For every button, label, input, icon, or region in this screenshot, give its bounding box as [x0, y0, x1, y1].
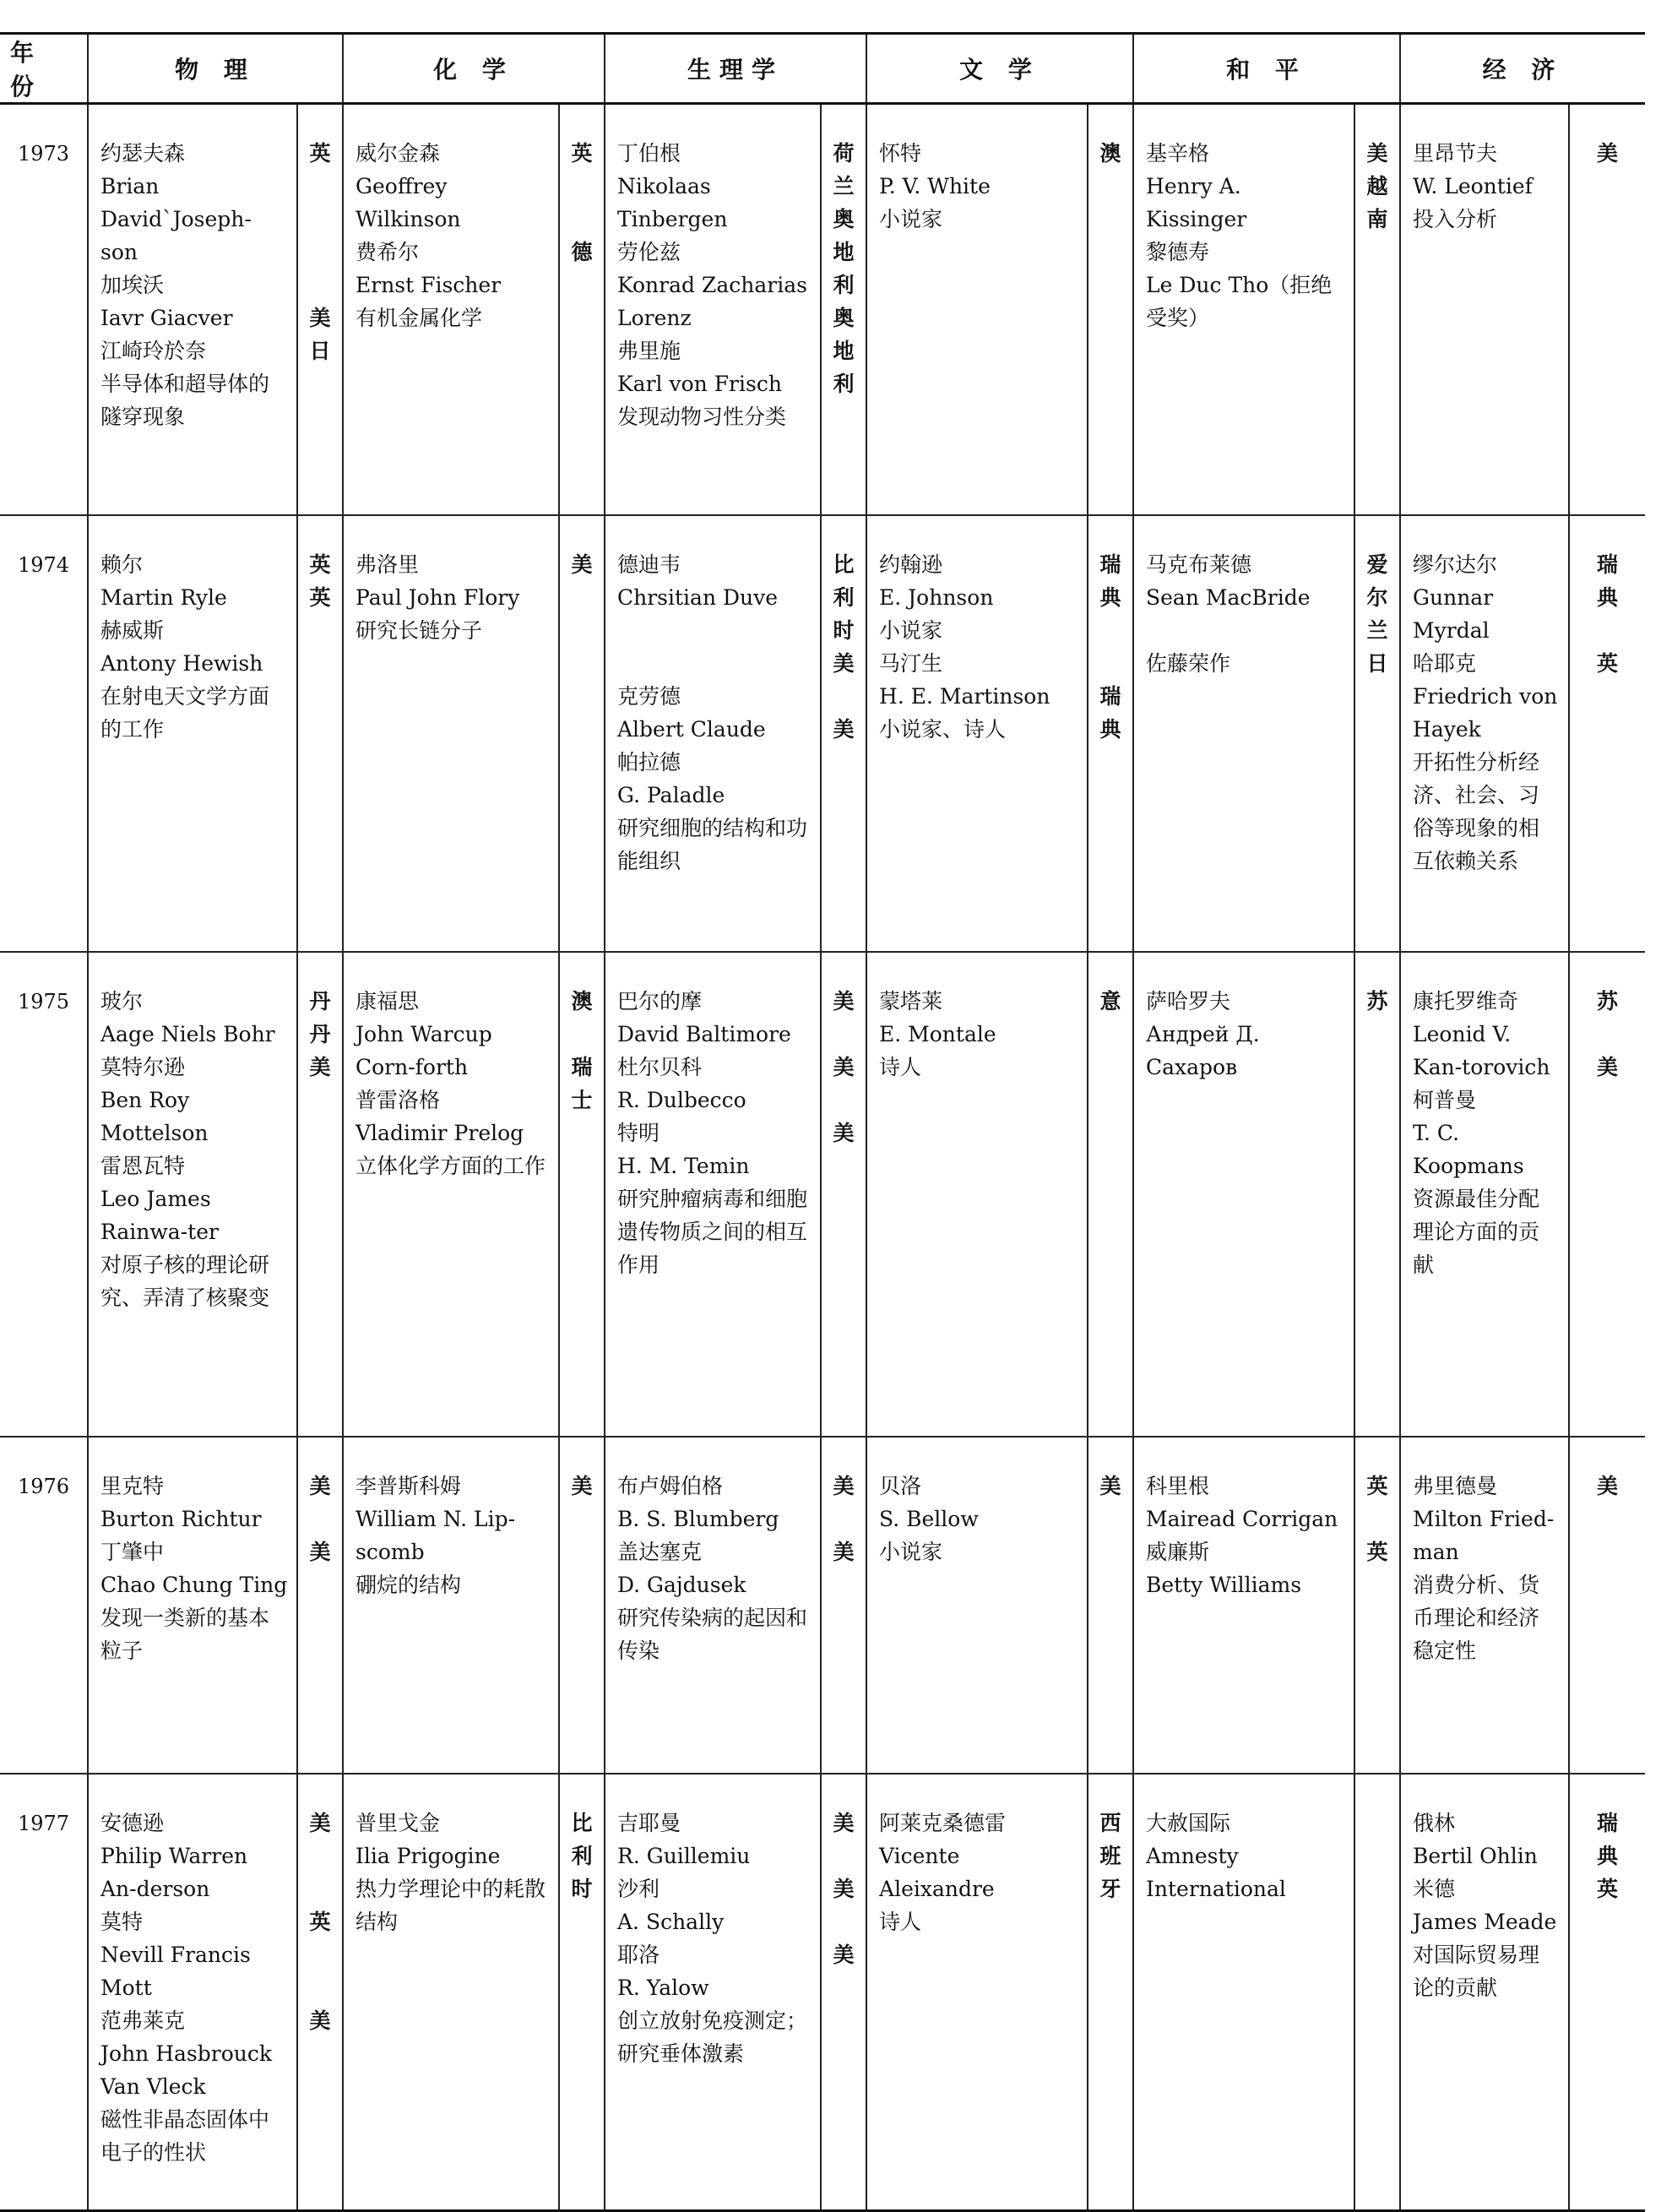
laureate-line: Sean MacBride [1146, 585, 1311, 610]
nationality-text: 瑞 典 英 [1597, 1811, 1619, 1901]
laureate-line: 康托罗维奇 [1413, 989, 1519, 1014]
laureate-line: 发现动物习性分类 [617, 405, 787, 429]
laureate-line: Geoffrey Wilkinson [356, 174, 461, 231]
header-literature: 文 学 [866, 34, 1133, 104]
laureate-line: John Hasbrouck Van Vleck [100, 2041, 273, 2099]
year-cell: 1974 [0, 515, 88, 952]
laureate-line: 怀特 [879, 141, 922, 166]
peace-laureates-cell [1133, 104, 1354, 516]
laureate-line: Friedrich von Hayek [1413, 684, 1558, 742]
laureate-line: Konrad Zacharias Lorenz [617, 273, 807, 330]
nationality-text: 美 [1099, 1474, 1121, 1498]
laureate-line: 克劳德 [617, 684, 681, 709]
laureate-line: P. V. White [879, 174, 991, 198]
physics-nationality-cell [297, 1437, 343, 1774]
peace-laureates-cell [1133, 1774, 1354, 2211]
laureate-line: 研究传染病的起因和传染 [617, 1606, 808, 1663]
laureate-line: H. E. Martinson [879, 684, 1050, 709]
table-row [0, 1437, 1645, 1774]
nationality-text: 美 美 美 [833, 1811, 855, 1967]
laureate-line: 马克布莱德 [1146, 552, 1252, 577]
laureate-line: 哈耶克 [1413, 651, 1477, 676]
economics-laureates-cell [1400, 104, 1569, 516]
chemistry-nationality-cell [559, 104, 605, 516]
peace-nationality-cell [1354, 1774, 1400, 2211]
nationality-text: 苏 [1366, 989, 1388, 1014]
laureate-line: Philip Warren An-derson [100, 1844, 248, 1901]
laureate-line: 赫威斯 [100, 618, 165, 643]
header-chemistry: 化 学 [343, 34, 605, 104]
nationality-text: 英 美 日 [309, 141, 331, 363]
laureate-line: Brian David`Joseph-son [100, 174, 252, 264]
laureate-line: Le Duc Tho（拒绝受奖） [1146, 273, 1333, 330]
laureate-line: Ilia Prigogine [356, 1844, 501, 1868]
laureate-line: Ben Roy Mottelson [100, 1088, 209, 1145]
laureate-line: 布卢姆伯格 [617, 1474, 724, 1498]
nationality-text: 美 越 南 [1366, 141, 1388, 231]
laureate-line: 立体化学方面的工作 [356, 1154, 546, 1178]
laureate-line: 阿莱克桑德雷 [879, 1811, 1007, 1835]
laureate-line: G. Paladle [617, 783, 725, 807]
nationality-text: 美 [571, 1474, 593, 1498]
laureate-line: W. Leontief [1413, 174, 1533, 198]
laureate-line: Nikolaas Tinbergen [617, 174, 728, 231]
peace-laureates-cell [1133, 952, 1354, 1437]
economics-nationality-cell [1569, 1774, 1645, 2211]
physics-nationality-cell [297, 1774, 343, 2211]
laureate-line: 磁性非晶态固体中电子的性状 [100, 2107, 270, 2165]
laureate-line: Vicente Aleixandre [879, 1844, 995, 1901]
literature-nationality-cell [1088, 515, 1133, 952]
laureate-line [1146, 614, 1345, 647]
laureate-line: John Warcup Corn-forth [356, 1022, 492, 1079]
laureate-line: 小说家 [879, 207, 943, 231]
physics-nationality-cell [297, 515, 343, 952]
table-row [0, 104, 1645, 516]
economics-laureates-cell [1400, 1437, 1569, 1774]
laureate-line: Андрей Д. Сахаров [1146, 1022, 1260, 1079]
laureate-line: 对原子核的理论研究、弄清了核聚变 [100, 1253, 270, 1310]
laureate-line: 研究细胞的结构和功能组织 [617, 816, 808, 873]
laureate-line: 佐藤荣作 [1146, 651, 1231, 676]
chemistry-laureates-cell [343, 1437, 559, 1774]
nationality-text: 瑞 典 瑞 典 [1099, 552, 1121, 742]
laureate-line: Leonid V. Kan-torovich [1413, 1022, 1550, 1079]
laureate-line: 蒙塔莱 [879, 989, 943, 1014]
laureate-line: 硼烷的结构 [356, 1573, 462, 1597]
laureate-line: 小说家 [879, 1540, 943, 1564]
laureate-line: 约瑟夫森 [100, 141, 186, 166]
laureate-line: 研究长链分子 [356, 618, 483, 643]
nationality-text: 爱 尔 兰 日 [1366, 552, 1388, 676]
nationality-text: 美 美 美 [833, 989, 855, 1145]
nationality-text: 英 德 [571, 141, 593, 264]
laureate-line: 弗洛里 [356, 552, 420, 577]
laureate-line: 创立放射免疫测定；研究垂体激素 [617, 2008, 808, 2066]
laureate-line: H. M. Temin [617, 1154, 750, 1178]
table-row [0, 1774, 1645, 2211]
laureate-line: Martin Ryle [100, 585, 227, 610]
laureate-line: 劳伦兹 [617, 240, 681, 264]
laureate-line: 小说家、诗人 [879, 717, 1007, 742]
laureate-line: 威廉斯 [1146, 1540, 1210, 1564]
medicine-nationality-cell [821, 1774, 866, 2211]
laureate-line: 弗里施 [617, 339, 681, 363]
laureate-line: 有机金属化学 [356, 306, 483, 330]
nationality-text: 英 英 [1366, 1474, 1388, 1564]
medicine-laureates-cell [605, 104, 821, 516]
laureate-line: 小说家 [879, 618, 943, 643]
literature-nationality-cell [1088, 1437, 1133, 1774]
chemistry-nationality-cell [559, 952, 605, 1437]
economics-laureates-cell [1400, 515, 1569, 952]
laureate-line: 赖尔 [100, 552, 144, 577]
laureate-line: 在射电天文学方面的工作 [100, 684, 270, 742]
physics-laureates-cell [88, 515, 297, 952]
physics-laureates-cell [88, 1437, 297, 1774]
nationality-text: 美 [1597, 141, 1619, 166]
literature-laureates-cell [866, 952, 1088, 1437]
laureate-line: William N. Lip-scomb [356, 1507, 516, 1564]
laureate-line: 诗人 [879, 1910, 922, 1934]
laureate-line: D. Gajdusek [617, 1573, 746, 1597]
laureate-line: 基辛格 [1146, 141, 1210, 166]
laureate-line: 米德 [1413, 1877, 1456, 1901]
nationality-text: 美 [1597, 1474, 1619, 1498]
nationality-text: 澳 瑞 士 [571, 989, 593, 1112]
economics-nationality-cell [1569, 952, 1645, 1437]
laureate-line: Ernst Fischer [356, 273, 502, 297]
physics-laureates-cell [88, 952, 297, 1437]
nationality-text: 苏 美 [1597, 989, 1619, 1079]
laureate-line: R. Yalow [617, 1976, 709, 2000]
chemistry-laureates-cell [343, 1774, 559, 2211]
laureate-line: 费希尔 [356, 240, 420, 264]
laureate-line: 杜尔贝科 [617, 1055, 703, 1079]
laureate-line: Mairead Corrigan [1146, 1507, 1338, 1531]
medicine-nationality-cell [821, 1437, 866, 1774]
laureate-line: Vladimir Prelog [356, 1121, 524, 1145]
nationality-text: 澳 [1099, 141, 1121, 166]
laureate-line: 江崎玲於奈 [100, 339, 207, 363]
medicine-laureates-cell [605, 515, 821, 952]
laureate-line: 普里戈金 [356, 1811, 441, 1835]
laureate-line: 莫特 [100, 1910, 144, 1934]
laureate-line: S. Bellow [879, 1507, 979, 1531]
peace-laureates-cell [1133, 1437, 1354, 1774]
laureate-line: Aage Niels Bohr [100, 1022, 275, 1046]
laureate-line: David Baltimore [617, 1022, 791, 1046]
medicine-nationality-cell [821, 515, 866, 952]
economics-nationality-cell [1569, 104, 1645, 516]
laureate-line: Milton Fried-man [1413, 1507, 1555, 1564]
laureate-line: James Meade [1413, 1910, 1557, 1934]
laureate-line: 热力学理论中的耗散结构 [356, 1877, 546, 1934]
nationality-text: 比 利 时 [571, 1811, 593, 1901]
laureate-line: A. Schally [617, 1910, 725, 1934]
laureate-line: 丁伯根 [617, 141, 681, 166]
laureate-line: Gunnar Myrdal [1413, 585, 1494, 643]
laureate-line: 李普斯科姆 [356, 1474, 462, 1498]
year-cell: 1973 [0, 104, 88, 516]
laureate-line: T. C. Koopmans [1413, 1121, 1524, 1178]
nationality-text: 荷 兰 奥 地 利 奥 地 利 [833, 141, 855, 396]
laureate-line: 诗人 [879, 1055, 922, 1079]
nationality-text: 西 班 牙 [1099, 1811, 1121, 1901]
peace-laureates-cell [1133, 515, 1354, 952]
laureate-line: R. Dulbecco [617, 1088, 746, 1112]
chemistry-laureates-cell [343, 104, 559, 516]
laureate-line: 丁肇中 [100, 1540, 165, 1564]
laureate-line: 普雷洛格 [356, 1088, 441, 1112]
laureate-line: 里克特 [100, 1474, 165, 1498]
laureate-line: 沙利 [617, 1877, 660, 1901]
economics-nationality-cell [1569, 515, 1645, 952]
laureate-line: 帕拉德 [617, 750, 681, 774]
laureate-line: 范弗莱克 [100, 2008, 186, 2033]
table-row [0, 952, 1645, 1437]
laureate-line: E. Johnson [879, 585, 994, 610]
laureate-line: Henry A. Kissinger [1146, 174, 1247, 231]
laureate-line: R. Guillemiu [617, 1844, 751, 1868]
laureate-line: 对国际贸易理论的贡献 [1413, 1943, 1540, 2000]
laureate-line: B. S. Blumberg [617, 1507, 779, 1531]
laureate-line: Betty Williams [1146, 1573, 1302, 1597]
laureate-line: Nevill Francis Mott [100, 1943, 251, 2000]
laureate-line: 俄林 [1413, 1811, 1456, 1835]
laureate-line [617, 647, 812, 680]
laureate-line: 弗里德曼 [1413, 1474, 1498, 1498]
literature-laureates-cell [866, 1774, 1088, 2211]
laureate-line: 玻尔 [100, 989, 144, 1014]
literature-nationality-cell [1088, 1774, 1133, 2211]
laureate-line: Antony Hewish [100, 651, 263, 676]
laureate-line: 马汀生 [879, 651, 943, 676]
laureate-line: 贝洛 [879, 1474, 922, 1498]
economics-laureates-cell [1400, 1774, 1569, 2211]
laureate-line: Paul John Flory [356, 585, 520, 610]
literature-nationality-cell [1088, 104, 1133, 516]
header-peace: 和 平 [1133, 34, 1400, 104]
laureate-line: 耶洛 [617, 1943, 660, 1967]
year-cell: 1975 [0, 952, 88, 1437]
medicine-nationality-cell [821, 952, 866, 1437]
medicine-nationality-cell [821, 104, 866, 516]
laureate-line: 加埃沃 [100, 273, 165, 297]
nationality-text: 美 美 [833, 1474, 855, 1564]
laureate-line: Amnesty International [1146, 1844, 1286, 1901]
header-medicine: 生理学 [605, 34, 866, 104]
laureate-line: 消费分析、货币理论和经济稳定性 [1413, 1573, 1540, 1663]
table-body [0, 104, 1645, 2211]
laureate-line: 雷恩瓦特 [100, 1154, 186, 1178]
laureate-line: 投入分析 [1413, 207, 1498, 231]
header-year: 年 份 [0, 34, 88, 104]
laureate-line: 萨哈罗夫 [1146, 989, 1231, 1014]
literature-laureates-cell [866, 1437, 1088, 1774]
laureate-line: Leo James Rainwa-ter [100, 1187, 219, 1244]
header-physics: 物 理 [88, 34, 343, 104]
nationality-text: 美 英 美 [309, 1811, 331, 2033]
literature-laureates-cell [866, 104, 1088, 516]
laureate-line: 里昂节夫 [1413, 141, 1498, 166]
laureate-line: 约翰逊 [879, 552, 943, 577]
year-cell: 1977 [0, 1774, 88, 2211]
laureate-line: Albert Claude [617, 717, 766, 742]
physics-laureates-cell [88, 1774, 297, 2211]
laureate-line: Iavr Giacver [100, 306, 233, 330]
peace-nationality-cell [1354, 1437, 1400, 1774]
laureate-line: 黎德寿 [1146, 240, 1210, 264]
table-header [0, 34, 1645, 104]
economics-nationality-cell [1569, 1437, 1645, 1774]
peace-nationality-cell [1354, 515, 1400, 952]
laureate-line: 科里根 [1146, 1474, 1210, 1498]
literature-nationality-cell [1088, 952, 1133, 1437]
chemistry-nationality-cell [559, 1774, 605, 2211]
nationality-text: 比 利 时 美 美 [833, 552, 855, 742]
laureate-line: 柯普曼 [1413, 1088, 1477, 1112]
laureate-line: E. Montale [879, 1022, 996, 1046]
laureate-line: Chrsitian Duve [617, 585, 779, 610]
laureate-line: 资源最佳分配理论方面的贡献 [1413, 1187, 1540, 1277]
nobel-prize-table [0, 32, 1645, 2212]
laureate-line: Burton Richtur [100, 1507, 262, 1531]
nationality-text: 瑞 典 英 [1597, 552, 1619, 676]
laureate-line: 开拓性分析经济、社会、习俗等现象的相互依赖关系 [1413, 750, 1540, 873]
chemistry-nationality-cell [559, 1437, 605, 1774]
laureate-line: 德迪韦 [617, 552, 681, 577]
laureate-line: 特明 [617, 1121, 660, 1145]
laureate-line: 半导体和超导体的隧穿现象 [100, 372, 270, 429]
literature-laureates-cell [866, 515, 1088, 952]
nationality-text: 美 [571, 552, 593, 577]
chemistry-laureates-cell [343, 515, 559, 952]
header-economics: 经 济 [1400, 34, 1645, 104]
laureate-line: Karl von Frisch [617, 372, 782, 396]
medicine-laureates-cell [605, 952, 821, 1437]
nationality-text: 丹 丹 美 [309, 989, 331, 1079]
laureate-line: 莫特尔逊 [100, 1055, 186, 1079]
laureate-line: 盖达塞克 [617, 1540, 703, 1564]
laureate-line: 研究肿瘤病毒和细胞遗传物质之间的相互作用 [617, 1187, 808, 1277]
nationality-text: 英 英 [309, 552, 331, 610]
economics-laureates-cell [1400, 952, 1569, 1437]
laureate-line: 发现一类新的基本粒子 [100, 1606, 270, 1663]
chemistry-nationality-cell [559, 515, 605, 952]
laureate-line [617, 614, 812, 647]
laureate-line: 威尔金森 [356, 141, 441, 166]
laureate-line: 缪尔达尔 [1413, 552, 1498, 577]
laureate-line: 吉耶曼 [617, 1811, 681, 1835]
laureate-line: 康福思 [356, 989, 420, 1014]
laureate-line: 大赦国际 [1146, 1811, 1231, 1835]
chemistry-laureates-cell [343, 952, 559, 1437]
nationality-text: 意 [1099, 989, 1121, 1014]
peace-nationality-cell [1354, 952, 1400, 1437]
table-row [0, 515, 1645, 952]
peace-nationality-cell [1354, 104, 1400, 516]
medicine-laureates-cell [605, 1437, 821, 1774]
nationality-text: 美 美 [309, 1474, 331, 1564]
laureate-line: 安德逊 [100, 1811, 165, 1835]
medicine-laureates-cell [605, 1774, 821, 2211]
physics-nationality-cell [297, 952, 343, 1437]
year-cell: 1976 [0, 1437, 88, 1774]
laureate-line: Chao Chung Ting [100, 1573, 288, 1597]
laureate-line: Bertil Ohlin [1413, 1844, 1538, 1868]
physics-laureates-cell [88, 104, 297, 516]
physics-nationality-cell [297, 104, 343, 516]
laureate-line: 巴尔的摩 [617, 989, 703, 1014]
